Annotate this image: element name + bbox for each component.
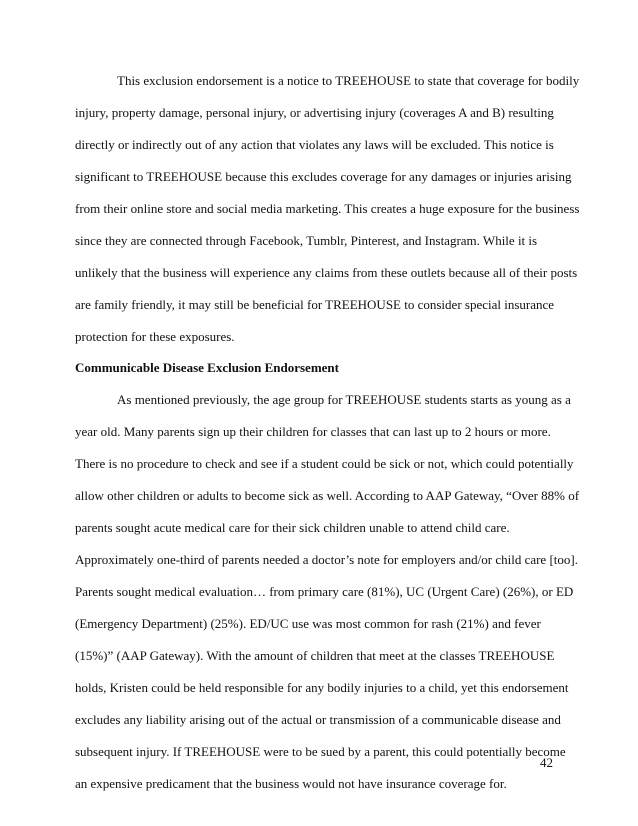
paragraph-2-line: Approximately one-third of parents needed a doctor’s note for employers and/or child care [too].	[75, 552, 578, 567]
paragraph-1-line: from their online store and social media marketing. This creates a huge exposure for the business	[75, 201, 580, 216]
page-number: 42	[540, 755, 553, 770]
paragraph-1-line: are family friendly, it may still be beneficial for TREEHOUSE to consider special insurance	[75, 297, 555, 312]
section-heading: Communicable Disease Exclusion Endorsement	[75, 360, 339, 375]
paragraph-2-line: As mentioned previously, the age group for TREEHOUSE students starts as young as a	[117, 392, 571, 407]
paragraph-2-line: Parents sought medical evaluation… from primary care (81%), UC (Urgent Care) (26%), or ED	[75, 584, 574, 599]
paragraph-2-line: There is no procedure to check and see if a student could be sick or not, which could potentially	[75, 456, 574, 471]
paragraph-1-line: protection for these exposures.	[75, 329, 235, 344]
paragraph-2-line: (Emergency Department) (25%). ED/UC use was most common for rash (21%) and fever	[75, 616, 541, 631]
paragraph-2-line: (15%)” (AAP Gateway). With the amount of children that meet at the classes TREEHOUSE	[75, 648, 555, 663]
paragraph-2-line: excludes any liability arising out of the actual or transmission of a communicable disease and	[75, 712, 561, 727]
paragraph-1-line: injury, property damage, personal injury, or advertising injury (coverages A and B) resulting	[75, 105, 554, 120]
paragraph-2-line: holds, Kristen could be held responsible for any bodily injuries to a child, yet this endorsement	[75, 680, 569, 695]
paragraph-2-line: subsequent injury. If TREEHOUSE were to be sued by a parent, this could potentially become	[75, 744, 566, 759]
paragraph-2-line: year old. Many parents sign up their children for classes that can last up to 2 hours or more.	[75, 424, 551, 439]
paragraph-2-line: allow other children or adults to become sick as well. According to AAP Gateway, “Over 88% of	[75, 488, 580, 503]
paragraph-1-line: unlikely that the business will experience any claims from these outlets because all of their posts	[75, 265, 578, 280]
paragraph-2-line: parents sought acute medical care for their sick children unable to attend child care.	[75, 520, 510, 535]
paragraph-1-line: since they are connected through Facebook, Tumblr, Pinterest, and Instagram. While it is	[75, 233, 538, 248]
paragraph-1-line: This exclusion endorsement is a notice to TREEHOUSE to state that coverage for bodily	[117, 73, 580, 88]
paragraph-2-line: an expensive predicament that the business would not have insurance coverage for.	[75, 776, 507, 791]
paragraph-1-line: significant to TREEHOUSE because this excludes coverage for any damages or injuries arising	[75, 169, 572, 184]
paragraph-1-line: directly or indirectly out of any action that violates any laws will be excluded. This notice is	[75, 137, 554, 152]
